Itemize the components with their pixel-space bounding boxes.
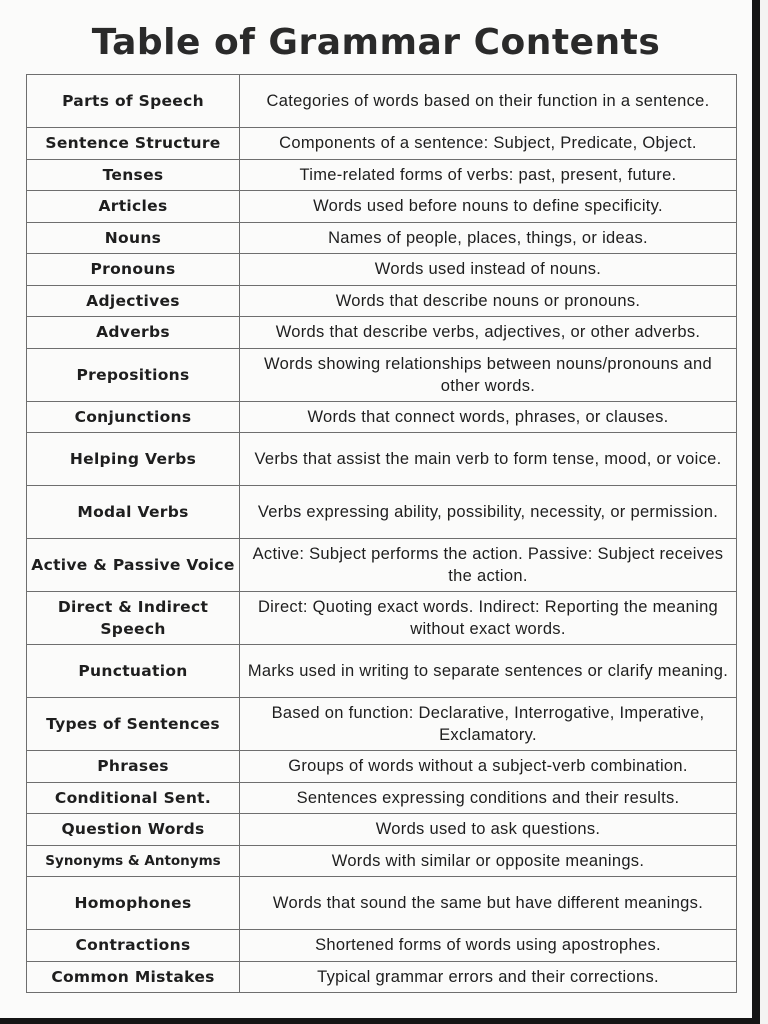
table-row [27, 159, 737, 191]
table-row [27, 645, 737, 698]
term-cell: Homophones [27, 877, 240, 930]
table-row [27, 433, 737, 486]
table-row [27, 285, 737, 317]
table-row [27, 930, 737, 962]
table-row [27, 877, 737, 930]
term-cell: Adjectives [27, 285, 240, 317]
term-cell: Punctuation [27, 645, 240, 698]
term-cell: Phrases [27, 751, 240, 783]
table-row [27, 698, 737, 751]
term-cell: Common Mistakes [27, 961, 240, 993]
table-row [27, 486, 737, 539]
description-cell: Direct: Quoting exact words. Indirect: Reporting the meaning without exact words. [240, 592, 737, 645]
description-cell: Words that describe nouns or pronouns. [240, 285, 737, 317]
description-cell: Words that describe verbs, adjectives, or other adverbs. [240, 317, 737, 349]
term-cell: Prepositions [27, 348, 240, 401]
description-cell: Words used before nouns to define specificity. [240, 191, 737, 223]
table-row [27, 191, 737, 223]
term-cell: Sentence Structure [27, 128, 240, 160]
term-cell: Question Words [27, 814, 240, 846]
description-cell: Verbs that assist the main verb to form tense, mood, or voice. [240, 433, 737, 486]
description-cell: Typical grammar errors and their corrections. [240, 961, 737, 993]
term-cell: Pronouns [27, 254, 240, 286]
description-cell: Names of people, places, things, or ideas. [240, 222, 737, 254]
table-row [27, 592, 737, 645]
table-row [27, 128, 737, 160]
description-cell: Time-related forms of verbs: past, present, future. [240, 159, 737, 191]
table-row [27, 751, 737, 783]
table-row [27, 845, 737, 877]
term-cell: Articles [27, 191, 240, 223]
table-row [27, 222, 737, 254]
description-cell: Marks used in writing to separate sentences or clarify meaning. [240, 645, 737, 698]
grammar-table [26, 74, 737, 993]
table-row [27, 782, 737, 814]
term-cell: Helping Verbs [27, 433, 240, 486]
description-cell: Words that connect words, phrases, or clauses. [240, 401, 737, 433]
description-cell: Words with similar or opposite meanings. [240, 845, 737, 877]
table-row [27, 75, 737, 128]
description-cell: Sentences expressing conditions and their results. [240, 782, 737, 814]
term-cell: Nouns [27, 222, 240, 254]
description-cell: Components of a sentence: Subject, Predicate, Object. [240, 128, 737, 160]
term-cell: Conjunctions [27, 401, 240, 433]
description-cell: Shortened forms of words using apostrophes. [240, 930, 737, 962]
table-row [27, 961, 737, 993]
term-cell: Adverbs [27, 317, 240, 349]
table-row [27, 317, 737, 349]
description-cell: Verbs expressing ability, possibility, necessity, or permission. [240, 486, 737, 539]
term-cell: Active & Passive Voice [27, 539, 240, 592]
description-cell: Categories of words based on their function in a sentence. [240, 75, 737, 128]
description-cell: Words used instead of nouns. [240, 254, 737, 286]
term-cell: Types of Sentences [27, 698, 240, 751]
term-cell: Conditional Sent. [27, 782, 240, 814]
term-cell: Parts of Speech [27, 75, 240, 128]
term-cell: Synonyms & Antonyms [27, 845, 240, 877]
description-cell: Words showing relationships between nouns/pronouns and other words. [240, 348, 737, 401]
table-row [27, 401, 737, 433]
description-cell: Words used to ask questions. [240, 814, 737, 846]
term-cell: Contractions [27, 930, 240, 962]
table-row [27, 539, 737, 592]
page-title: Table of Grammar Contents [91, 22, 661, 63]
description-cell: Active: Subject performs the action. Passive: Subject receives the action. [240, 539, 737, 592]
table-row [27, 254, 737, 286]
term-cell: Tenses [27, 159, 240, 191]
term-cell: Modal Verbs [27, 486, 240, 539]
table-row [27, 348, 737, 401]
description-cell: Based on function: Declarative, Interrogative, Imperative, Exclamatory. [240, 698, 737, 751]
term-cell: Direct & Indirect Speech [27, 592, 240, 645]
table-row [27, 814, 737, 846]
description-cell: Groups of words without a subject-verb combination. [240, 751, 737, 783]
description-cell: Words that sound the same but have different meanings. [240, 877, 737, 930]
